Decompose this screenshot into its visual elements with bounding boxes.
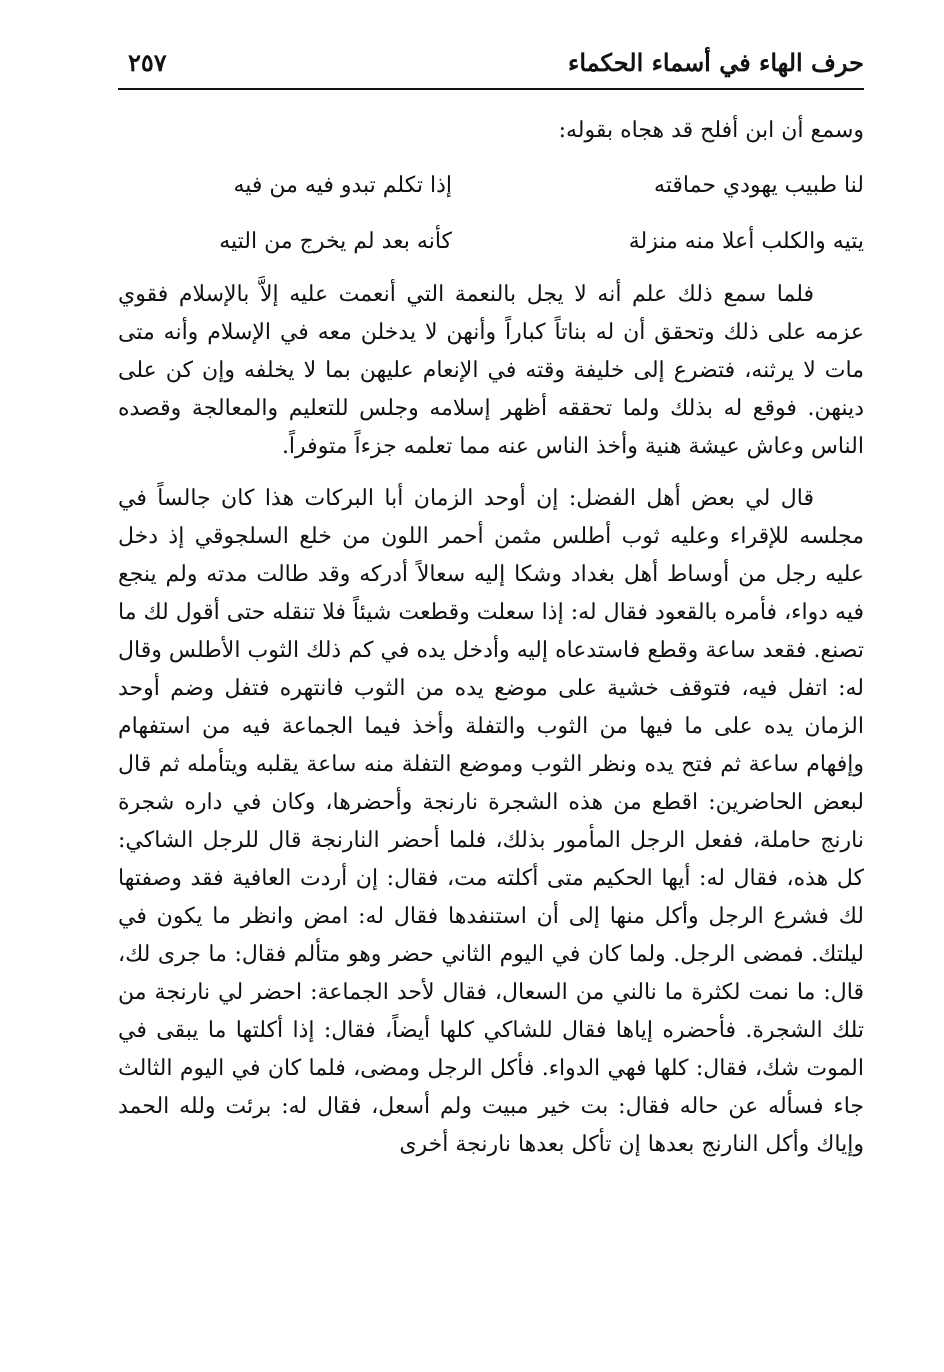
poem-intro: وسمع أن ابن أفلح قد هجاه بقوله: bbox=[558, 118, 864, 143]
verse-first-hemistich: يتيه والكلب أعلا منه منزلة bbox=[628, 229, 864, 254]
verse-first-hemistich: لنا طبيب يهودي حماقته bbox=[653, 173, 864, 198]
page-header bbox=[118, 44, 864, 84]
running-title: حرف الهاء في أسماء الحكماء bbox=[568, 48, 864, 77]
header-divider bbox=[118, 88, 864, 90]
paragraph-orange-cure: قال لي بعض أهل الفضل: إن أوحد الزمان أبا البركات هذا كان جالساً في مجلسه للإقراء وعليه ثوب أطلس مثمن أحمر اللون من خلع السلجوقي إذ دخل عليه رجل من أوساط أهل بغداد وشكا إليه سعالاً أدركه وقد طالت مدته ولم ينجع فيه دواء، فأمره بالقعود فقال له: إذا سعلت وقطعت شيئاً فلا تنقله حتى أقول لك ما تصنع. فقعد ساعة وقطع فاستدعاه إليه وأدخل يده في كم ذلك الثوب الأطلس وقال له: اتفل فيه، فتوقف خشية على موضع يده من الثوب فانتهره فتفل وضم أوحد الزمان يده على ما فيها من الثوب والتفلة وأخذ فيما الجماعة فيه من استفهام وإفهام ساعة ثم فتح يده ونظر الثوب وموضع التفلة منه ساعة يقلبه ويتأمله ثم قال لبعض الحاضرين: اقطع من هذه الشجرة نارنجة وأحضرها، وكان في داره شجرة نارنج حاملة، ففعل الرجل المأمور بذلك، فلما أحضر النارنجة قال للرجل الشاكي: كل هذه، فقال له: أيها الحكيم متى أكلته مت، فقال: إن أردت العافية فقد وصفتها لك فشرع الرجل وأكل منها إلى أن استنفدها فقال له: امض وانظر ما يكون في ليلتك. فمضى الرجل. ولما كان في اليوم الثاني حضر وهو متألم فقال: ما جرى لك، قال: ما نمت لكثرة ما نالني من السعال، فقال لأحد الجماعة: احضر لي نارنجة من تلك الشجرة. فأحضره إياها فقال للشاكي كلها أيضاً، فقال: إذا أكلتها ما يبقى في الموت شك، فقال: كلها فهي الدواء. فأكل الرجل ومضى، فلما كان في اليوم الثالث جاء فسأله عن حاله فقال: بت خير مبيت ولم أسعل، فقال له: برئت ولله الحمد وإياك وأكل النارنج بعدها إن تأكل بعدها نارنجة أخرى bbox=[118, 486, 865, 1157]
poem-verse bbox=[118, 158, 864, 214]
page-body bbox=[118, 112, 864, 1164]
verse-second-hemistich: كأنه بعد لم يخرج من التيه bbox=[219, 229, 452, 254]
paragraph-conversion: فلما سمع ذلك علم أنه لا يجل بالنعمة التي أنعمت عليه إلاَّ بالإسلام فقوي عزمه على ذلك وتحقق أن له بناتاً كباراً وأنهن لا يدخلن معه في الإسلام وأنه متى مات لا يرثنه، فتضرع إلى خليفة وقته في الإنعام عليهن بما لا يخلفه وإن كن على دينهن. فوقع له بذلك ولما تحققه أظهر إسلامه وجلس للتعليم والمعالجة وقصده الناس وعاش عيشة هنية وأخذ الناس عنه مما تعلمه جزءاً متوفراً. bbox=[118, 282, 864, 459]
poem-verse bbox=[118, 214, 864, 270]
page-number: ٢٥٧ bbox=[128, 48, 167, 77]
verse-second-hemistich: إذا تكلم تبدو فيه من فيه bbox=[233, 173, 452, 198]
